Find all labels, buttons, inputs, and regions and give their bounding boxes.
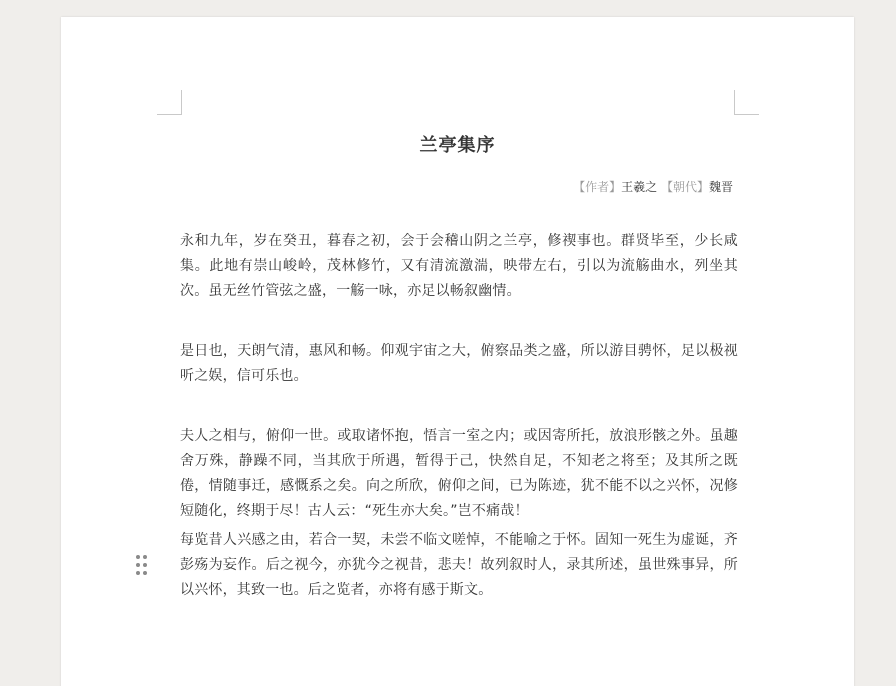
document-page[interactable] (61, 17, 854, 686)
dynasty-name: 魏晋 (708, 180, 733, 194)
document-meta[interactable] (573, 178, 733, 195)
page-margin-marker-top-left (157, 90, 182, 115)
paragraph-1[interactable]: 永和九年，岁在癸丑，暮春之初，会于会稽山阴之兰亭，修禊事也。群贤毕至，少长咸集。此地有崇山峻岭，茂林修竹，又有清流激湍，映带左右，引以为流觞曲水，列坐其次。虽无丝竹管弦之盛，一觞一咏，亦足以畅叙幽情。 (180, 233, 738, 299)
author-tag: 【作者】 (573, 180, 622, 194)
page-margin-marker-top-right (734, 90, 759, 115)
document-title[interactable]: 兰亭集序 (419, 135, 496, 156)
drag-handle-icon[interactable] (135, 554, 149, 576)
paragraph-4[interactable]: 每览昔人兴感之由，若合一契，未尝不临文嗟悼，不能喻之于怀。固知一死生为虚诞，齐彭殇为妄作。后之视今，亦犹今之视昔，悲夫！故列叙时人，录其所述，虽世殊事异，所以兴怀，其致一也。后之览者，亦将有感于斯文。 (180, 532, 738, 598)
author-name: 王羲之 (621, 180, 658, 194)
paragraph-2[interactable]: 是日也，天朗气清，惠风和畅。仰观宇宙之大，俯察品类之盛，所以游目骋怀，足以极视听之娱，信可乐也。 (180, 343, 738, 384)
dynasty-tag: 【朝代】 (660, 180, 709, 194)
paragraph-3[interactable]: 夫人之相与，俯仰一世。或取诸怀抱，悟言一室之内；或因寄所托，放浪形骸之外。虽趣舍万殊，静躁不同，当其欣于所遇，暂得于己，快然自足，不知老之将至；及其所之既倦，情随事迁，感慨系之矣。向之所欣，俯仰之间，已为陈迹，犹不能不以之兴怀，况修短随化，终期于尽！古人云：“死生亦大矣。”岂不痛哉！ (180, 428, 738, 519)
